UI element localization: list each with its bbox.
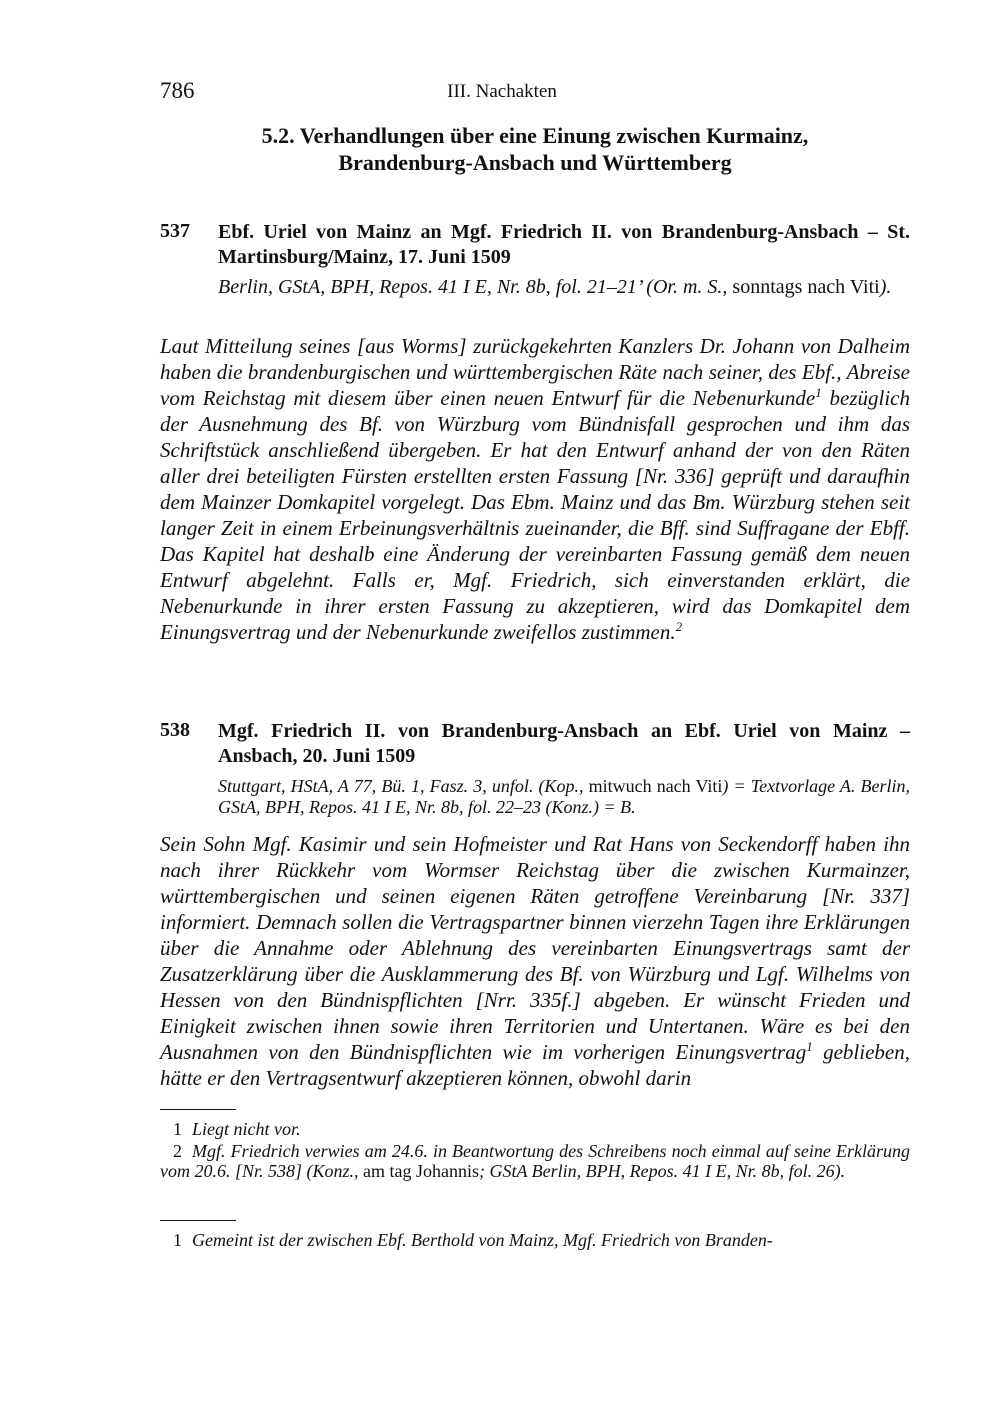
page-number: 786 [160,78,195,103]
footnote-ref: 1 [806,1039,813,1054]
section-title [160,122,910,176]
entry-537-body [160,333,910,645]
entry-538-body-a: Sein Sohn Mgf. Kasimir und sein Hofmeister und Rat Hans von Seckendorff haben ihn nach ihrer Rückkehr vom Wormser Reichstag über die zwischen Kurmainzer, württembergischen und seinen eigenen Räten getroffene Vereinbarung [Nr. 337] informiert. Demnach sollen die Vertragspartner binnen vierzehn Tagen ihre Erklärungen über die Annahme oder Ablehnung des vereinbarten Einungsvertrags samt der Zusatzerklärung über die Ausklammerung des Bf. von Würzburg und Lgf. Wilhelms von Hessen von den Bündnispflichten [Nrr. 335f.] abgeben. Er wünscht Frieden und Einigkeit zwischen ihnen sowie ihren Territorien und Untertanen. Wäre es bei den Ausnahmen von den Bündnispflichten wie im vorherigen Einungsvertrag [160,832,910,1064]
footnote-ref: 1 [815,385,822,400]
footnote-2 [160,1141,910,1181]
entry-538-body [160,831,910,1091]
footnote-1 [160,1119,910,1139]
footnote-538-1 [160,1230,910,1250]
entry-538-source-b: ) = Textvorlage A. Berlin, GStA, BPH, Repos. 41 I E, Nr. 8b, fol. 22–23 (Konz.) = B. [218,776,910,817]
footnote-text: Liegt nicht vor. [192,1119,301,1139]
entry-537-source-date: sonntags nach Viti [732,276,880,298]
footnote-number: 2 [173,1141,182,1161]
section-title-line-1: 5.2. Verhandlungen über eine Einung zwischen Kurmainz, [261,123,809,148]
entry-538-heading: Mgf. Friedrich II. von Brandenburg-Ansbach an Ebf. Uriel von Mainz – Ansbach, 20. Juni 1509 [218,720,910,767]
entry-537-source-b: ). [879,276,892,298]
footnote-text: Gemeint ist der zwischen Ebf. Berthold von Mainz, Mgf. Friedrich von Branden- [192,1230,773,1250]
entry-538-source-a: Stuttgart, HStA, A 77, Bü. 1, Fasz. 3, unfol. (Kop., [218,776,584,796]
entry-537-body-b: bezüglich der Ausnehmung des Bf. von Würzburg vom Bündnisfall gesprochen und ihm das Schriftstück anschließend übergeben. Er hat den Entwurf anhand der von den Räten aller drei beteiligten Fürsten erstellten ersten Fassung [Nr. 336] geprüft und daraufhin dem Mainzer Domkapitel vorgelegt. Das Ebm. Mainz und das Bm. Würzburg stehen seit langer Zeit in einem Erbeinungsverhältnis zueinander, die Bff. sind Suffragane der Ebff. Das Kapitel hat deshalb eine Änderung der vereinbarten Fassung gemäß dem neuen Entwurf abgelehnt. Falls er, Mgf. Friedrich, sich einverstanden erklärt, die Nebenurkunde in ihrer ersten Fassung zu akzeptieren, wird das Domkapitel dem Einungsvertrag und der Nebenurkunde zweifellos zustimmen. [160,386,911,644]
footnote-text-b: ; GStA Berlin, BPH, Repos. 41 I E, Nr. 8b, fol. 26). [479,1161,846,1181]
footnote-text-a: Mgf. Friedrich verwies am 24.6. in Beantwortung des Schreibens noch einmal auf seine Erklärung vom 20.6. [Nr. 538] (Konz., [160,1141,910,1181]
entry-537-number: 537 [160,220,190,242]
entry-537-body-a: Laut Mitteilung seines [aus Worms] zurückgekehrten Kanzlers Dr. Johann von Dalheim haben die brandenburgischen und württembergischen Räte nach seiner, des Ebf., Abreise vom Reichstag mit diesem über einen neuen Entwurf für die Nebenurkunde [160,334,910,410]
entry-537-source [218,276,910,299]
footnote-rule [160,1109,236,1110]
footnote-text-date: am tag Johannis [363,1161,480,1181]
running-head: III. Nachakten [447,81,557,102]
entry-538-source-date: mitwuch nach Viti [588,776,723,796]
footnote-number: 1 [173,1119,182,1139]
entry-537-heading: Ebf. Uriel von Mainz an Mgf. Friedrich II. von Brandenburg-Ansbach – St. Martinsburg/Mainz, 17. Juni 1509 [218,221,910,268]
footnote-number: 1 [173,1230,182,1250]
entry-538-source [218,776,910,818]
section-title-line-2: Brandenburg-Ansbach und Württemberg [338,150,732,175]
footnote-rule [160,1220,236,1221]
entry-537-source-a: Berlin, GStA, BPH, Repos. 41 I E, Nr. 8b, fol. 21–21’ (Or. m. S., [218,276,728,298]
entry-538-body-b: geblieben, hätte er den Vertragsentwurf akzeptieren können, obwohl darin [160,1040,910,1090]
footnote-ref: 2 [675,619,683,634]
entry-538-number: 538 [160,719,190,741]
